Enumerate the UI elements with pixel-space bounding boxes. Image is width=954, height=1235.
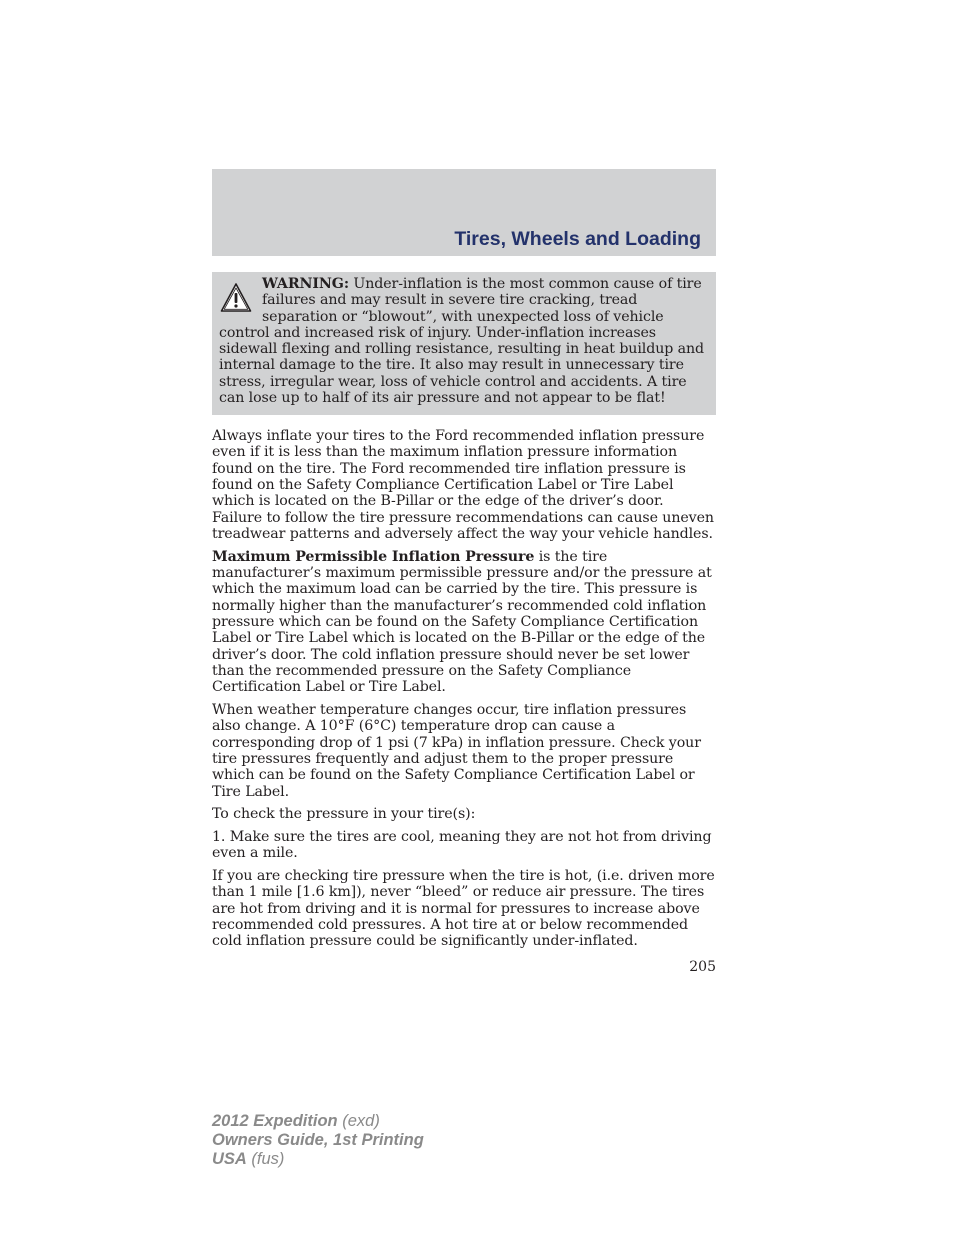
paragraph-max-pressure: [212, 549, 716, 696]
footer-line-model: [212, 1112, 424, 1131]
step-1: 1. Make sure the tires are cool, meaning they are not hot from driving even a mile.: [212, 829, 712, 862]
section-title: Tires, Wheels and Loading: [454, 228, 701, 250]
page-number: 205: [689, 959, 716, 975]
paragraph-inflate: Always inflate your tires to the Ford recommended inflation pressure even if it is less than the maximum inflation pressure information found on the tire. The Ford recommended tire inflation pressure is found on the Safety Compliance Certification Label or Tire Label which is located on the B-Pillar or the edge of the driver’s door. Failure to follow the tire pressure recommendations can cause uneven treadwear patterns and adversely affect the way your vehicle handles.: [212, 428, 714, 543]
warning-text: [219, 276, 708, 406]
warning-box: [212, 272, 716, 415]
footer-market-code: (fus): [246, 1150, 285, 1168]
footer-printing: Owners Guide, 1st Printing: [212, 1131, 424, 1149]
footer-line-market: [212, 1150, 424, 1169]
warning-body: Under-inflation is the most common cause of tire failures and may result in severe tire cracking, tread separation or “blowout”, with unexpected loss of vehicle control and increased risk of injury. Under-inflation increases sidewall flexing and rolling resistance, resulting in heat buildup and internal damage to the tire. It also may result in unnecessary tire stress, irregular wear, loss of vehicle control and accidents. A tire can lose up to half of its air pressure and not appear to be flat!: [219, 276, 704, 407]
footer-edition-info: [212, 1112, 424, 1169]
footer-market: USA: [212, 1150, 247, 1168]
footer-model-code: (exd): [337, 1112, 380, 1130]
warning-triangle-icon: [220, 282, 252, 314]
footer-model: 2012 Expedition: [212, 1112, 338, 1130]
paragraph-hot-tire: If you are checking tire pressure when the tire is hot, (i.e. driven more than 1 mile [1.6 km]), never “bleed” or reduce air pressure. The tires are hot from driving and it is normal for pressures to increase above recommended cold pressures. A hot tire at or below recommended cold inflation pressure could be significantly under-inflated.: [212, 868, 715, 950]
paragraph-temperature: When weather temperature changes occur, tire inflation pressures also change. A 10°F (6°C) temperature drop can cause a corresponding drop of 1 psi (7 kPa) in inflation pressure. Check your tire pressures frequently and adjust them to the proper pressure which can be found on the Safety Compliance Certification Label or Tire Label.: [212, 702, 701, 800]
max-pressure-definition: is the tire manufacturer’s maximum permissible pressure and/or the pressure at which the maximum load can be carried by the tire. This pressure is normally higher than the manufacturer’s recommended cold inflation pressure which can be found on the Safety Compliance Certification Label or Tire Label which is located on the B-Pillar or the edge of the driver’s door. The cold inflation pressure should never be set lower than the recommended pressure on the Safety Compliance Certification Label or Tire Label.: [212, 548, 712, 696]
body-content: [212, 428, 716, 956]
max-pressure-term: Maximum Permissible Inflation Pressure: [212, 548, 535, 565]
section-header-band: [212, 169, 716, 256]
warning-label: WARNING:: [262, 276, 349, 292]
paragraph-check-intro: To check the pressure in your tire(s):: [212, 806, 476, 823]
